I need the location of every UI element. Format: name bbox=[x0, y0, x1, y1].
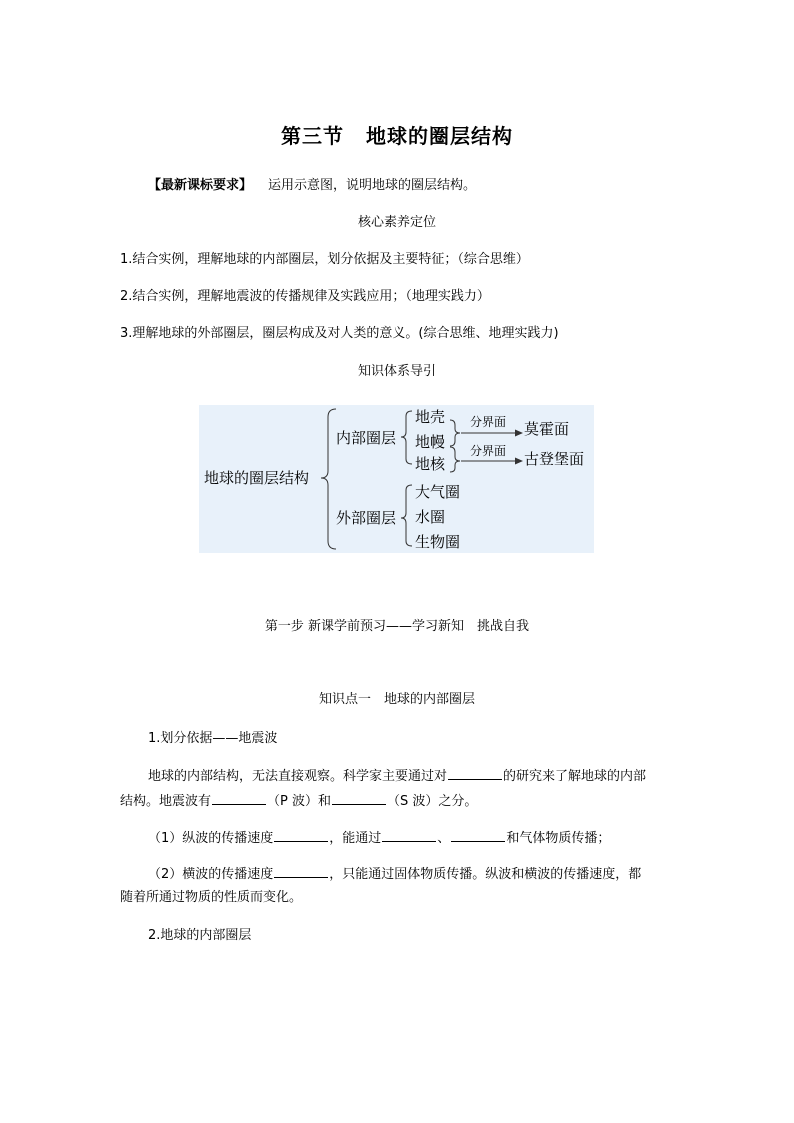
main-brace bbox=[321, 409, 336, 549]
requirement-label: 【最新课标要求】 bbox=[148, 178, 253, 193]
diagram-boundary-label-2: 分界面 bbox=[470, 444, 507, 458]
diagram-inner-label: 内部圈层 bbox=[336, 429, 397, 447]
diagram-crust-label: 地壳 bbox=[415, 408, 446, 426]
page-title: 第三节 地球的圈层结构 bbox=[281, 124, 513, 148]
paragraph-1-line-1: 地球的内部结构，无法直接观察。科学家主要通过对 的研究来了解地球的内部 bbox=[148, 766, 646, 787]
diagram-outer-label: 外部圈层 bbox=[336, 509, 397, 527]
diagram-boundary-label-1: 分界面 bbox=[470, 415, 507, 429]
knowledge-guide-heading: 知识体系导引 bbox=[357, 364, 436, 379]
fill-blank[interactable] bbox=[212, 791, 266, 805]
transverse-wave-item-line-2: 随着所通过物质的性质而变化。 bbox=[120, 890, 303, 905]
small-brace-2 bbox=[450, 447, 460, 472]
fill-blank[interactable] bbox=[448, 766, 502, 780]
outer-brace bbox=[401, 485, 412, 546]
requirement-text: 运用示意图，说明地球的圈层结构。 bbox=[268, 178, 477, 193]
inner-brace bbox=[401, 411, 412, 464]
diagram-mantle-label: 地幔 bbox=[415, 433, 446, 451]
core-literacy-heading: 核心素养定位 bbox=[357, 215, 436, 230]
knowledge-structure-diagram bbox=[199, 405, 594, 553]
diagram-gutenberg-label: 古登堡面 bbox=[524, 450, 585, 468]
diagram-root-label: 地球的圈层结构 bbox=[204, 469, 310, 487]
section-1-heading: 1.划分依据——地震波 bbox=[148, 731, 278, 746]
transverse-wave-item-line-1: （2）横波的传播速度 ，只能通过固体物质传播。纵波和横波的传播速度，都 bbox=[148, 864, 641, 885]
core-item-1: 1.结合实例，理解地球的内部圈层，划分依据及主要特征；（综合思维） bbox=[120, 252, 529, 267]
arrow-2-head bbox=[515, 458, 523, 465]
fill-blank[interactable] bbox=[274, 864, 328, 878]
step-heading: 第一步 新课学前预习——学习新知 挑战自我 bbox=[264, 619, 530, 634]
section-2-heading: 2.地球的内部圈层 bbox=[148, 928, 252, 943]
diagram-hydrosphere-label: 水圈 bbox=[415, 508, 446, 526]
diagram-atmosphere-label: 大气圈 bbox=[415, 483, 461, 501]
knowledge-point-1-heading: 知识点一 地球的内部圈层 bbox=[318, 692, 475, 707]
diagram-moho-label: 莫霍面 bbox=[524, 420, 570, 438]
fill-blank[interactable] bbox=[451, 828, 505, 842]
paragraph-1-line-2: 结构。地震波有 （P 波）和 （S 波）之分。 bbox=[120, 791, 477, 812]
diagram-core-label: 地核 bbox=[415, 455, 446, 473]
curriculum-requirement bbox=[148, 176, 476, 196]
longitudinal-wave-item: （1）纵波的传播速度 ，能通过 、 和气体物质传播； bbox=[148, 828, 610, 849]
diagram-biosphere-label: 生物圈 bbox=[415, 533, 461, 551]
fill-blank[interactable] bbox=[274, 828, 328, 842]
small-brace-1 bbox=[450, 420, 460, 446]
core-item-3: 3.理解地球的外部圈层，圈层构成及对人类的意义。(综合思维、地理实践力) bbox=[120, 326, 559, 341]
fill-blank[interactable] bbox=[332, 791, 386, 805]
fill-blank[interactable] bbox=[382, 828, 436, 842]
arrow-1-head bbox=[515, 430, 523, 437]
core-item-2: 2.结合实例，理解地震波的传播规律及实践应用；（地理实践力） bbox=[120, 289, 490, 304]
